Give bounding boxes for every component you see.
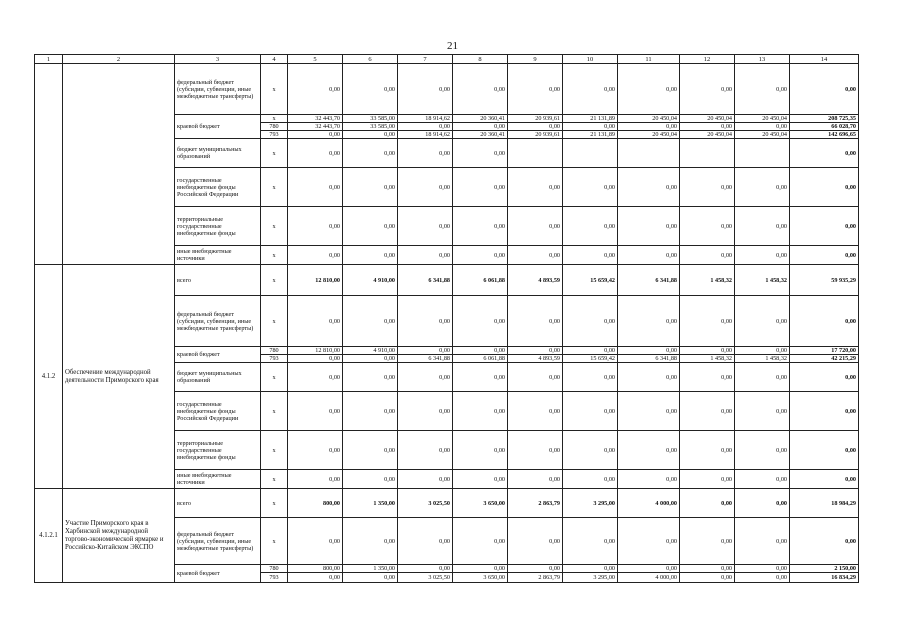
page-number: 21 <box>447 40 458 52</box>
value-cell: 0,00 <box>680 392 735 431</box>
value-cell: 42 215,29 <box>790 355 859 363</box>
code-x: x <box>261 518 288 565</box>
table-row <box>35 489 859 518</box>
budget-table <box>34 54 859 583</box>
value-cell: 12 810,00 <box>288 347 343 355</box>
source-label: государственные внебюджетные фонды Российской Федерации <box>175 168 261 207</box>
value-cell: 800,00 <box>288 565 343 573</box>
value-cell: 6 341,88 <box>618 355 680 363</box>
value-cell: 208 725,35 <box>790 115 859 123</box>
code-x: x <box>261 115 288 123</box>
code-x: x <box>261 470 288 489</box>
value-cell: 0,00 <box>790 392 859 431</box>
value-cell: 0,00 <box>453 363 508 392</box>
source-label: территориальные государственные внебюджетные фонды <box>175 431 261 470</box>
value-cell: 0,00 <box>288 168 343 207</box>
source-label: иные внебюджетные источники <box>175 246 261 265</box>
value-cell: 0,00 <box>453 246 508 265</box>
value-cell: 0,00 <box>343 207 398 246</box>
value-cell: 0,00 <box>288 431 343 470</box>
code-x: x <box>261 246 288 265</box>
value-cell: 32 443,70 <box>288 115 343 123</box>
value-cell: 0,00 <box>398 518 453 565</box>
code-x: x <box>261 265 288 296</box>
name-cell <box>63 64 175 265</box>
value-cell: 0,00 <box>680 207 735 246</box>
source-label: федеральный бюджет (субсидии, субвенции, иные межбюджетные трансферты) <box>175 64 261 115</box>
value-cell: 0,00 <box>563 363 618 392</box>
value-cell: 18 914,62 <box>398 131 453 139</box>
value-cell: 0,00 <box>398 207 453 246</box>
value-cell: 0,00 <box>618 168 680 207</box>
value-cell: 0,00 <box>453 296 508 347</box>
value-cell: 0,00 <box>618 123 680 131</box>
value-cell: 20 939,61 <box>508 131 563 139</box>
value-cell: 16 834,29 <box>790 573 859 583</box>
value-cell: 0,00 <box>453 139 508 168</box>
value-cell: 33 585,00 <box>343 115 398 123</box>
value-cell: 0,00 <box>398 431 453 470</box>
column-header: 12 <box>680 55 735 64</box>
value-cell: 0,00 <box>343 139 398 168</box>
item-code: 4.1.2.1 <box>35 489 63 583</box>
value-cell: 0,00 <box>398 296 453 347</box>
value-cell: 15 659,42 <box>563 355 618 363</box>
value-cell: 1 458,32 <box>735 265 790 296</box>
table-row <box>35 265 859 296</box>
value-cell <box>618 139 680 168</box>
value-cell: 0,00 <box>508 207 563 246</box>
column-header: 7 <box>398 55 453 64</box>
value-cell: 0,00 <box>398 347 453 355</box>
value-cell: 0,00 <box>735 489 790 518</box>
code-793: 793 <box>261 573 288 583</box>
value-cell: 6 061,88 <box>453 355 508 363</box>
value-cell: 0,00 <box>398 246 453 265</box>
value-cell <box>508 139 563 168</box>
value-cell: 0,00 <box>343 131 398 139</box>
value-cell: 0,00 <box>563 470 618 489</box>
value-cell: 0,00 <box>453 168 508 207</box>
value-cell: 0,00 <box>343 64 398 115</box>
value-cell: 0,00 <box>735 363 790 392</box>
value-cell: 0,00 <box>680 64 735 115</box>
value-cell: 0,00 <box>563 518 618 565</box>
value-cell: 0,00 <box>790 207 859 246</box>
item-name: Участие Приморского края в Харбинской международной торгово-экономической ярмарке и Российско-Китайском ЭКСПО <box>63 489 175 583</box>
code-x: x <box>261 168 288 207</box>
column-header: 4 <box>261 55 288 64</box>
value-cell: 0,00 <box>508 431 563 470</box>
value-cell: 0,00 <box>288 296 343 347</box>
value-cell: 0,00 <box>680 123 735 131</box>
value-cell: 800,00 <box>288 489 343 518</box>
value-cell: 20 450,04 <box>680 131 735 139</box>
code-x: x <box>261 139 288 168</box>
value-cell: 0,00 <box>680 347 735 355</box>
code-780: 780 <box>261 123 288 131</box>
value-cell: 0,00 <box>398 363 453 392</box>
value-cell: 0,00 <box>735 565 790 573</box>
value-cell: 0,00 <box>680 168 735 207</box>
value-cell: 20 450,04 <box>735 131 790 139</box>
value-cell: 0,00 <box>563 168 618 207</box>
value-cell: 0,00 <box>508 347 563 355</box>
value-cell: 0,00 <box>735 518 790 565</box>
value-cell: 1 458,32 <box>680 355 735 363</box>
value-cell: 6 341,88 <box>398 265 453 296</box>
column-header: 3 <box>175 55 261 64</box>
value-cell: 1 458,32 <box>735 355 790 363</box>
value-cell: 21 131,89 <box>563 131 618 139</box>
value-cell: 0,00 <box>508 565 563 573</box>
value-cell: 0,00 <box>735 246 790 265</box>
value-cell <box>563 139 618 168</box>
value-cell: 0,00 <box>618 347 680 355</box>
value-cell: 3 650,00 <box>453 489 508 518</box>
value-cell: 59 935,29 <box>790 265 859 296</box>
value-cell: 0,00 <box>508 123 563 131</box>
code-cell <box>35 64 63 265</box>
value-cell: 0,00 <box>680 518 735 565</box>
value-cell: 0,00 <box>790 470 859 489</box>
source-label: всего <box>175 265 261 296</box>
value-cell: 0,00 <box>735 347 790 355</box>
value-cell: 0,00 <box>563 207 618 246</box>
value-cell: 2 863,79 <box>508 489 563 518</box>
value-cell: 33 585,00 <box>343 123 398 131</box>
source-label: всего <box>175 489 261 518</box>
value-cell: 0,00 <box>288 470 343 489</box>
value-cell: 0,00 <box>343 355 398 363</box>
value-cell: 0,00 <box>618 363 680 392</box>
value-cell: 0,00 <box>343 573 398 583</box>
value-cell: 0,00 <box>343 246 398 265</box>
value-cell: 0,00 <box>343 470 398 489</box>
column-header: 13 <box>735 55 790 64</box>
code-x: x <box>261 363 288 392</box>
column-header: 6 <box>343 55 398 64</box>
value-cell: 0,00 <box>790 64 859 115</box>
value-cell: 20 360,41 <box>453 131 508 139</box>
code-x: x <box>261 207 288 246</box>
value-cell: 0,00 <box>618 64 680 115</box>
value-cell: 0,00 <box>735 123 790 131</box>
value-cell: 1 350,00 <box>343 489 398 518</box>
value-cell: 0,00 <box>735 168 790 207</box>
value-cell: 20 450,04 <box>618 131 680 139</box>
item-name: Обеспечение международной деятельности Приморского края <box>63 265 175 489</box>
value-cell: 0,00 <box>343 363 398 392</box>
value-cell: 0,00 <box>288 392 343 431</box>
source-label: краевой бюджет <box>175 347 261 363</box>
value-cell: 0,00 <box>453 518 508 565</box>
value-cell: 142 696,65 <box>790 131 859 139</box>
value-cell: 0,00 <box>735 392 790 431</box>
column-header: 5 <box>288 55 343 64</box>
value-cell: 3 295,00 <box>563 573 618 583</box>
value-cell: 20 450,04 <box>735 115 790 123</box>
item-code: 4.1.2 <box>35 265 63 489</box>
value-cell: 0,00 <box>288 363 343 392</box>
code-x: x <box>261 392 288 431</box>
value-cell: 0,00 <box>343 518 398 565</box>
value-cell: 0,00 <box>790 168 859 207</box>
value-cell: 0,00 <box>398 123 453 131</box>
value-cell: 0,00 <box>790 431 859 470</box>
source-label: иные внебюджетные источники <box>175 470 261 489</box>
code-x: x <box>261 64 288 115</box>
value-cell: 0,00 <box>398 565 453 573</box>
value-cell: 12 810,00 <box>288 265 343 296</box>
value-cell: 0,00 <box>735 207 790 246</box>
value-cell: 4 893,59 <box>508 265 563 296</box>
value-cell: 15 659,42 <box>563 265 618 296</box>
value-cell: 0,00 <box>508 246 563 265</box>
value-cell: 0,00 <box>618 518 680 565</box>
value-cell: 4 910,00 <box>343 265 398 296</box>
value-cell: 0,00 <box>680 573 735 583</box>
value-cell: 2 863,79 <box>508 573 563 583</box>
value-cell: 0,00 <box>398 168 453 207</box>
value-cell: 0,00 <box>618 296 680 347</box>
value-cell: 4 910,00 <box>343 347 398 355</box>
column-header: 2 <box>63 55 175 64</box>
value-cell: 20 360,41 <box>453 115 508 123</box>
value-cell: 0,00 <box>618 565 680 573</box>
value-cell: 0,00 <box>288 246 343 265</box>
value-cell: 0,00 <box>508 168 563 207</box>
value-cell: 0,00 <box>680 489 735 518</box>
value-cell: 3 025,50 <box>398 489 453 518</box>
value-cell: 0,00 <box>453 123 508 131</box>
code-780: 780 <box>261 347 288 355</box>
value-cell: 0,00 <box>453 431 508 470</box>
value-cell: 21 131,89 <box>563 115 618 123</box>
source-label: краевой бюджет <box>175 565 261 583</box>
value-cell: 0,00 <box>735 431 790 470</box>
value-cell: 0,00 <box>790 246 859 265</box>
value-cell: 0,00 <box>343 392 398 431</box>
value-cell: 66 028,70 <box>790 123 859 131</box>
value-cell: 0,00 <box>453 565 508 573</box>
code-793: 793 <box>261 131 288 139</box>
value-cell: 0,00 <box>453 64 508 115</box>
value-cell: 0,00 <box>680 470 735 489</box>
value-cell: 0,00 <box>563 296 618 347</box>
value-cell: 4 893,59 <box>508 355 563 363</box>
value-cell: 0,00 <box>735 573 790 583</box>
value-cell: 0,00 <box>563 565 618 573</box>
code-x: x <box>261 296 288 347</box>
value-cell: 0,00 <box>453 392 508 431</box>
source-label: федеральный бюджет (субсидии, субвенции, иные межбюджетные трансферты) <box>175 518 261 565</box>
value-cell: 4 000,00 <box>618 573 680 583</box>
value-cell: 3 025,50 <box>398 573 453 583</box>
value-cell: 20 450,04 <box>618 115 680 123</box>
source-label: бюджет муниципальных образований <box>175 139 261 168</box>
value-cell: 0,00 <box>453 470 508 489</box>
value-cell: 3 650,00 <box>453 573 508 583</box>
value-cell: 20 450,04 <box>680 115 735 123</box>
value-cell: 17 720,00 <box>790 347 859 355</box>
value-cell: 3 295,00 <box>563 489 618 518</box>
value-cell: 0,00 <box>790 363 859 392</box>
source-label: территориальные государственные внебюджетные фонды <box>175 207 261 246</box>
source-label: государственные внебюджетные фонды Российской Федерации <box>175 392 261 431</box>
code-x: x <box>261 431 288 470</box>
column-header: 14 <box>790 55 859 64</box>
value-cell: 6 341,88 <box>398 355 453 363</box>
value-cell: 0,00 <box>398 392 453 431</box>
value-cell: 0,00 <box>453 347 508 355</box>
value-cell: 0,00 <box>563 246 618 265</box>
value-cell: 0,00 <box>563 64 618 115</box>
value-cell: 0,00 <box>288 355 343 363</box>
column-header: 11 <box>618 55 680 64</box>
value-cell: 0,00 <box>288 64 343 115</box>
value-cell: 0,00 <box>735 470 790 489</box>
value-cell: 0,00 <box>563 431 618 470</box>
value-cell: 0,00 <box>618 207 680 246</box>
value-cell: 0,00 <box>343 431 398 470</box>
value-cell: 0,00 <box>790 296 859 347</box>
value-cell: 0,00 <box>343 168 398 207</box>
value-cell: 0,00 <box>618 470 680 489</box>
table-row <box>35 64 859 115</box>
column-header: 8 <box>453 55 508 64</box>
value-cell: 0,00 <box>453 207 508 246</box>
value-cell: 18 984,29 <box>790 489 859 518</box>
value-cell: 0,00 <box>680 431 735 470</box>
column-header: 10 <box>563 55 618 64</box>
value-cell: 0,00 <box>288 131 343 139</box>
value-cell: 1 350,00 <box>343 565 398 573</box>
value-cell: 1 458,32 <box>680 265 735 296</box>
value-cell: 0,00 <box>343 296 398 347</box>
value-cell: 6 061,88 <box>453 265 508 296</box>
value-cell <box>735 139 790 168</box>
value-cell: 0,00 <box>398 64 453 115</box>
header-row <box>35 55 859 64</box>
value-cell: 0,00 <box>618 246 680 265</box>
value-cell <box>680 139 735 168</box>
value-cell: 0,00 <box>508 363 563 392</box>
value-cell: 0,00 <box>790 518 859 565</box>
value-cell: 32 443,70 <box>288 123 343 131</box>
value-cell: 0,00 <box>563 123 618 131</box>
value-cell: 0,00 <box>680 363 735 392</box>
value-cell: 0,00 <box>288 518 343 565</box>
value-cell: 0,00 <box>618 392 680 431</box>
code-x: x <box>261 489 288 518</box>
value-cell: 0,00 <box>508 518 563 565</box>
value-cell: 0,00 <box>680 296 735 347</box>
value-cell: 0,00 <box>508 470 563 489</box>
value-cell: 20 939,61 <box>508 115 563 123</box>
value-cell: 2 150,00 <box>790 565 859 573</box>
source-label: краевой бюджет <box>175 115 261 139</box>
code-793: 793 <box>261 355 288 363</box>
value-cell: 0,00 <box>398 470 453 489</box>
value-cell: 0,00 <box>680 246 735 265</box>
column-header: 1 <box>35 55 63 64</box>
value-cell: 0,00 <box>288 573 343 583</box>
value-cell: 0,00 <box>398 139 453 168</box>
value-cell: 0,00 <box>508 64 563 115</box>
value-cell: 0,00 <box>735 296 790 347</box>
source-label: бюджет муниципальных образований <box>175 363 261 392</box>
code-780: 780 <box>261 565 288 573</box>
value-cell: 0,00 <box>680 565 735 573</box>
value-cell: 0,00 <box>288 139 343 168</box>
value-cell: 0,00 <box>508 296 563 347</box>
value-cell: 0,00 <box>563 347 618 355</box>
value-cell: 0,00 <box>735 64 790 115</box>
column-header: 9 <box>508 55 563 64</box>
source-label: федеральный бюджет (субсидии, субвенции, иные межбюджетные трансферты) <box>175 296 261 347</box>
value-cell: 18 914,62 <box>398 115 453 123</box>
value-cell: 4 000,00 <box>618 489 680 518</box>
value-cell: 6 341,88 <box>618 265 680 296</box>
value-cell: 0,00 <box>618 431 680 470</box>
value-cell: 0,00 <box>508 392 563 431</box>
value-cell: 0,00 <box>288 207 343 246</box>
value-cell: 0,00 <box>790 139 859 168</box>
value-cell: 0,00 <box>563 392 618 431</box>
